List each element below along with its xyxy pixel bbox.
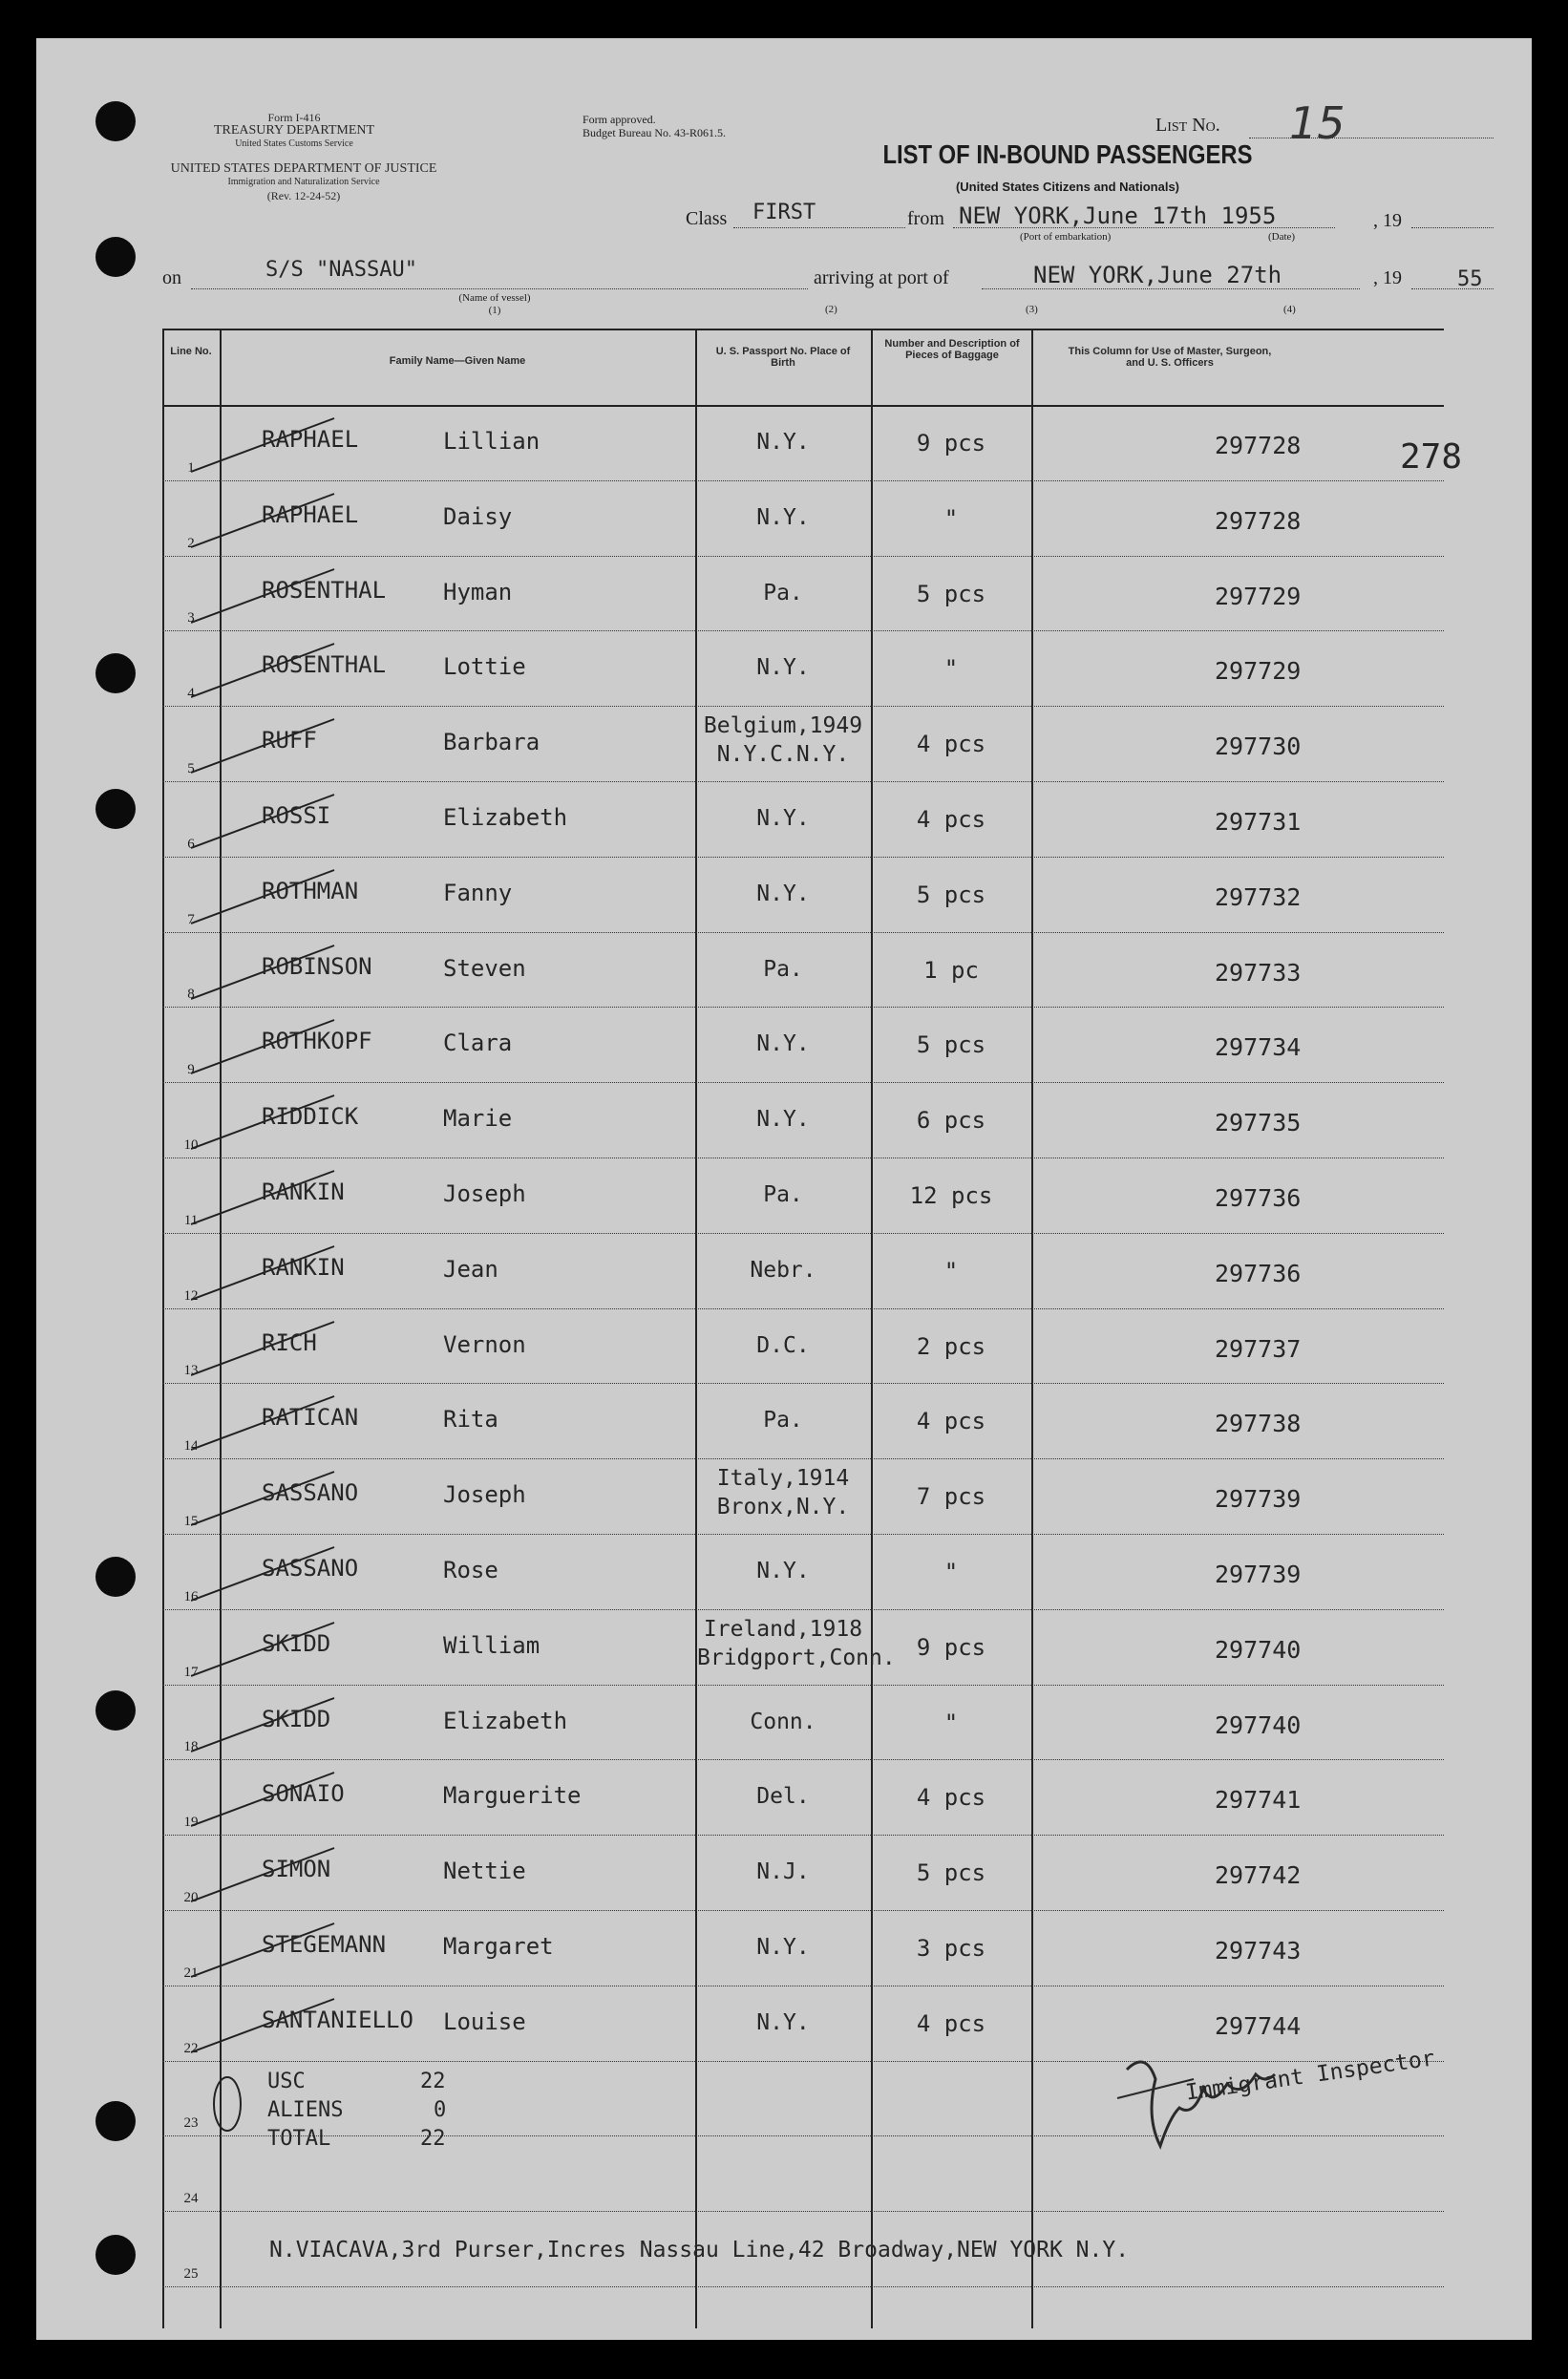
year-value-2: 55 — [1457, 267, 1483, 291]
family-name: RAPHAEL — [262, 500, 359, 528]
officer-number: 297739 — [1215, 1561, 1302, 1588]
usc-value: 22 — [420, 2070, 446, 2093]
vessel-caption-text: (Name of vessel) — [458, 292, 531, 304]
given-name: Clara — [443, 1030, 513, 1057]
family-name: ROBINSON — [262, 952, 372, 980]
place-of-birth: Pa. — [763, 1182, 803, 1207]
dept-justice-sub: Immigration and Naturalization Service — [227, 177, 380, 187]
line-number: 21 — [183, 1965, 199, 1981]
aliens-row — [267, 2096, 447, 2125]
family-name: SKIDD — [262, 1705, 331, 1732]
given-name: Elizabeth — [443, 804, 568, 831]
family-name: SONAIO — [262, 1780, 345, 1808]
given-name: Daisy — [443, 502, 513, 530]
page-subtitle: (United States Citizens and Nationals) — [955, 180, 1180, 194]
given-name: Barbara — [443, 729, 540, 756]
on-label: on — [162, 267, 181, 288]
doj-block — [151, 162, 456, 202]
class-line — [733, 227, 905, 228]
given-name: Vernon — [443, 1330, 526, 1358]
line-number: 18 — [183, 1739, 199, 1755]
baggage: 4 pcs — [916, 806, 986, 833]
place-of-birth: Del. — [756, 1784, 810, 1810]
revision: (Rev. 12-24-52) — [266, 189, 341, 202]
place-of-birth: N.J. — [756, 1859, 810, 1885]
given-name: Marie — [443, 1105, 513, 1133]
place-of-birth: N.Y. — [756, 1935, 810, 1960]
year-label-2: , 19 — [1373, 267, 1402, 288]
form-sheet — [36, 38, 1532, 2340]
form-agency-block — [151, 111, 437, 151]
given-name: Louise — [443, 2007, 526, 2035]
line-number: 23 — [183, 2114, 199, 2131]
circle-mark — [210, 2073, 244, 2135]
purser-line: N.VIACAVA,3rd Purser,Incres Nassau Line,42 Broadway,NEW YORK N.Y. — [269, 2238, 1130, 2262]
family-name: SIMON — [262, 1856, 331, 1883]
line-number: 1 — [187, 459, 195, 476]
baggage: 4 pcs — [916, 1784, 986, 1812]
col-num-4: (4) — [1283, 304, 1296, 315]
baggage: 4 pcs — [916, 1408, 986, 1435]
line-number: 5 — [187, 760, 195, 776]
page-number: 278 — [1400, 437, 1463, 477]
punch-hole — [95, 1557, 136, 1597]
port-embarkation-caption: (Port of embarkation) — [1020, 231, 1112, 243]
family-name: RICH — [262, 1328, 317, 1356]
baggage: " — [943, 504, 959, 532]
punch-hole — [95, 101, 136, 141]
class-value: FIRST — [752, 201, 816, 224]
row-rule — [162, 932, 1444, 933]
officer-number: 297741 — [1215, 1786, 1302, 1815]
row-rule — [162, 480, 1444, 481]
officer-number: 297733 — [1215, 958, 1302, 987]
line-number: 22 — [183, 2040, 199, 2056]
totals-row — [162, 2046, 1444, 2151]
row-rule — [162, 405, 1444, 407]
given-name: Margaret — [443, 1933, 554, 1960]
given-name: Jean — [443, 1255, 498, 1283]
line-number: 11 — [183, 1212, 199, 1228]
blank-row — [162, 2135, 1444, 2211]
list-no-label: List No. — [1155, 115, 1220, 136]
family-name: SASSANO — [262, 1479, 359, 1507]
place-of-birth: Conn. — [750, 1709, 816, 1734]
purser-row — [162, 2211, 1444, 2286]
vessel-line — [191, 288, 808, 289]
place-of-birth: D.C. — [756, 1332, 810, 1358]
row-rule — [162, 857, 1444, 858]
table-row — [162, 1685, 1444, 1760]
place-of-birth: Italy,1914 Bronx,N.Y. — [716, 1466, 850, 1520]
officer-number: 297737 — [1215, 1334, 1302, 1363]
baggage: 7 pcs — [916, 1483, 986, 1511]
punch-hole — [95, 237, 136, 277]
baggage: 3 pcs — [916, 1935, 986, 1962]
line-number: 20 — [183, 1889, 199, 1905]
row-rule — [162, 556, 1444, 557]
table-row — [162, 1383, 1444, 1458]
family-name: RANKIN — [262, 1253, 345, 1281]
baggage: 5 pcs — [916, 1859, 986, 1887]
row-rule — [162, 1759, 1444, 1760]
approval-block — [583, 113, 726, 139]
baggage: 4 pcs — [916, 2009, 986, 2037]
line-number: 19 — [183, 1815, 199, 1831]
family-name: RUFF — [262, 727, 317, 754]
dept-justice: UNITED STATES DEPARTMENT OF JUSTICE — [170, 161, 437, 176]
officer-number: 297729 — [1215, 657, 1302, 686]
punch-hole — [95, 653, 136, 693]
passenger-table — [162, 329, 1444, 2328]
header-line-no: Line No. — [170, 346, 212, 357]
usc-row — [267, 2068, 446, 2096]
table-row — [162, 630, 1444, 706]
line-number: 17 — [183, 1664, 199, 1680]
place-of-birth: Nebr. — [750, 1257, 816, 1283]
line-number: 9 — [187, 1062, 195, 1078]
row-rule — [162, 1609, 1444, 1610]
family-name: ROTHKOPF — [262, 1028, 372, 1055]
officer-number: 297728 — [1215, 506, 1302, 535]
officer-number: 297739 — [1215, 1485, 1302, 1514]
given-name: Steven — [443, 954, 526, 982]
baggage: 1 pc — [923, 956, 979, 984]
baggage: 4 pcs — [916, 731, 986, 758]
family-name: RIDDICK — [262, 1103, 359, 1131]
given-name: Hyman — [443, 578, 513, 605]
table-row — [162, 1233, 1444, 1308]
punch-hole — [95, 2101, 136, 2141]
baggage: 9 pcs — [916, 430, 986, 457]
line-number: 6 — [187, 836, 195, 852]
row-rule — [162, 1685, 1444, 1686]
officer-number: 297743 — [1215, 1937, 1302, 1965]
total-label: TOTAL — [267, 2127, 331, 2151]
table-row — [162, 781, 1444, 857]
col-num-3: (3) — [1026, 304, 1038, 315]
place-of-birth: N.Y. — [756, 655, 810, 681]
punch-hole — [95, 2235, 136, 2275]
line-number: 2 — [187, 535, 195, 551]
place-of-birth: Pa. — [763, 1408, 803, 1434]
arriving-label: arriving at port of — [814, 267, 949, 288]
from-value: NEW YORK,June 17th 1955 — [959, 202, 1277, 229]
line-number: 7 — [187, 911, 195, 927]
family-name: SANTANIELLO — [262, 2006, 413, 2033]
baggage: 5 pcs — [916, 1031, 986, 1059]
baggage: 12 pcs — [909, 1182, 993, 1209]
line-number: 4 — [187, 686, 195, 702]
col-num-2: (2) — [825, 304, 837, 315]
header-passport: U. S. Passport No. Place of Birth — [715, 346, 851, 369]
given-name: Rose — [443, 1557, 498, 1583]
table-row — [162, 1082, 1444, 1158]
place-of-birth: N.Y. — [756, 430, 810, 455]
place-of-birth: N.Y. — [756, 2009, 810, 2035]
place-of-birth: N.Y. — [756, 806, 810, 831]
baggage: " — [943, 1257, 959, 1285]
family-name: RATICAN — [262, 1404, 359, 1432]
row-rule — [162, 2211, 1444, 2212]
officer-number: 297742 — [1215, 1861, 1302, 1890]
line-number: 15 — [183, 1513, 199, 1529]
header-officers: This Column for Use of Master, Surgeon, and U. S. Officers — [1068, 346, 1272, 369]
table-row — [162, 932, 1444, 1008]
row-rule — [162, 1835, 1444, 1836]
row-rule — [162, 1233, 1444, 1234]
header-name: Family Name—Given Name — [389, 355, 526, 367]
row-rule — [162, 1383, 1444, 1384]
vessel-caption-num: (1) — [488, 305, 501, 316]
given-name: Joseph — [443, 1180, 526, 1207]
baggage: " — [943, 655, 959, 683]
table-row — [162, 857, 1444, 932]
officer-number: 297731 — [1215, 808, 1302, 836]
place-of-birth: N.Y. — [756, 1031, 810, 1057]
row-rule — [162, 1007, 1444, 1008]
punch-hole — [95, 789, 136, 829]
table-row — [162, 556, 1444, 631]
baggage: 5 pcs — [916, 881, 986, 908]
line-number: 24 — [183, 2190, 199, 2206]
officer-number: 297736 — [1215, 1259, 1302, 1287]
header-baggage: Number and Description of Pieces of Baggage — [884, 338, 1020, 361]
baggage: 2 pcs — [916, 1332, 986, 1360]
arriving-value: NEW YORK,June 27th — [1033, 262, 1282, 288]
baggage: 9 pcs — [916, 1633, 986, 1661]
place-of-birth: Belgium,1949 N.Y.C.N.Y. — [703, 713, 863, 768]
officer-number: 297735 — [1215, 1109, 1302, 1137]
table-row — [162, 405, 1444, 480]
line-number: 13 — [183, 1363, 199, 1379]
given-name: Fanny — [443, 879, 513, 906]
officer-number: 297738 — [1215, 1410, 1302, 1438]
line-number: 10 — [183, 1136, 199, 1153]
line-number: 3 — [187, 610, 195, 627]
officer-number: 297740 — [1215, 1635, 1302, 1664]
table-row — [162, 1458, 1444, 1534]
row-rule — [162, 1308, 1444, 1309]
given-name: Rita — [443, 1406, 498, 1434]
from-label: from — [907, 208, 944, 229]
year-label-1: , 19 — [1373, 210, 1402, 231]
line-number: 14 — [183, 1438, 199, 1455]
aliens-label: ALIENS — [267, 2098, 344, 2122]
place-of-birth: Ireland,1918 Bridgport,Conn. — [697, 1616, 896, 1670]
place-of-birth: N.Y. — [756, 504, 810, 530]
officer-number: 297730 — [1215, 733, 1302, 761]
baggage: 5 pcs — [916, 580, 986, 607]
family-name: STEGEMANN — [262, 1931, 387, 1958]
list-no-value: 15 — [1289, 97, 1346, 149]
table-row — [162, 1835, 1444, 1910]
given-name: Lottie — [443, 653, 526, 681]
row-rule — [162, 781, 1444, 782]
arriving-line — [982, 288, 1360, 289]
row-rule — [162, 630, 1444, 631]
form-number: Form I-416 — [267, 111, 321, 124]
total-value: 22 — [420, 2127, 446, 2151]
table-row — [162, 1158, 1444, 1233]
officer-number: 297732 — [1215, 882, 1302, 911]
aliens-value: 0 — [434, 2098, 447, 2122]
line-number: 25 — [183, 2265, 199, 2282]
table-row — [162, 1534, 1444, 1609]
family-name: ROSENTHAL — [262, 651, 387, 679]
row-rule — [162, 706, 1444, 707]
family-name: ROSENTHAL — [262, 576, 387, 604]
given-name: Marguerite — [443, 1782, 582, 1810]
given-name: Lillian — [443, 428, 540, 455]
row-rule — [162, 2061, 1444, 2062]
table-row — [162, 1007, 1444, 1082]
family-name: SASSANO — [262, 1555, 359, 1582]
table-top-rule — [162, 329, 1444, 330]
vessel-name: S/S "NASSAU" — [265, 258, 417, 282]
family-name: ROTHMAN — [262, 877, 359, 904]
family-name: RAPHAEL — [262, 426, 359, 453]
line-number: 16 — [183, 1588, 199, 1604]
line-number: 12 — [183, 1287, 199, 1304]
family-name: RANKIN — [262, 1179, 345, 1205]
class-label: Class — [686, 208, 728, 229]
dept-treasury-sub: United States Customs Service — [235, 138, 353, 149]
family-name: ROSSI — [262, 802, 331, 829]
given-name: Elizabeth — [443, 1707, 568, 1734]
place-of-birth: N.Y. — [756, 1107, 810, 1133]
officer-number: 297736 — [1215, 1184, 1302, 1212]
place-of-birth: N.Y. — [756, 881, 810, 906]
officer-number: 297729 — [1215, 582, 1302, 610]
place-of-birth: N.Y. — [756, 1559, 810, 1583]
budget-bureau: Budget Bureau No. 43-R061.5. — [583, 126, 726, 139]
given-name: Nettie — [443, 1858, 526, 1885]
table-row — [162, 1609, 1444, 1685]
inspector-title: Immigrant Inspector — [1184, 2046, 1437, 2106]
usc-label: USC — [267, 2070, 306, 2093]
baggage: " — [943, 1709, 959, 1736]
baggage: 6 pcs — [916, 1107, 986, 1135]
family-name: SKIDD — [262, 1629, 331, 1657]
row-rule — [162, 1910, 1444, 1911]
date-caption: (Date) — [1268, 231, 1296, 243]
table-row — [162, 706, 1444, 781]
line-number: 8 — [187, 987, 195, 1003]
vessel-caption — [418, 292, 571, 317]
place-of-birth: Pa. — [763, 956, 803, 982]
row-rule — [162, 2135, 1444, 2136]
row-rule — [162, 1534, 1444, 1535]
form-approved: Form approved. — [583, 113, 656, 126]
row-rule — [162, 1082, 1444, 1083]
given-name: Joseph — [443, 1481, 526, 1509]
row-rule — [162, 1458, 1444, 1459]
table-row — [162, 1759, 1444, 1835]
dept-treasury: TREASURY DEPARTMENT — [213, 123, 375, 138]
table-row — [162, 480, 1444, 556]
table-row — [162, 1910, 1444, 1986]
officer-number: 297740 — [1215, 1710, 1302, 1739]
year-line-1 — [1411, 227, 1494, 228]
place-of-birth: Pa. — [763, 580, 803, 605]
given-name: William — [443, 1631, 540, 1659]
page-title: LIST OF IN-BOUND PASSENGERS — [882, 139, 1253, 169]
officer-number: 297734 — [1215, 1033, 1302, 1062]
punch-hole — [95, 1690, 136, 1731]
baggage: " — [943, 1559, 959, 1585]
officer-number: 297728 — [1215, 432, 1302, 459]
table-row — [162, 1308, 1444, 1384]
row-rule — [162, 2286, 1444, 2287]
officer-number: 297744 — [1215, 2011, 1302, 2040]
